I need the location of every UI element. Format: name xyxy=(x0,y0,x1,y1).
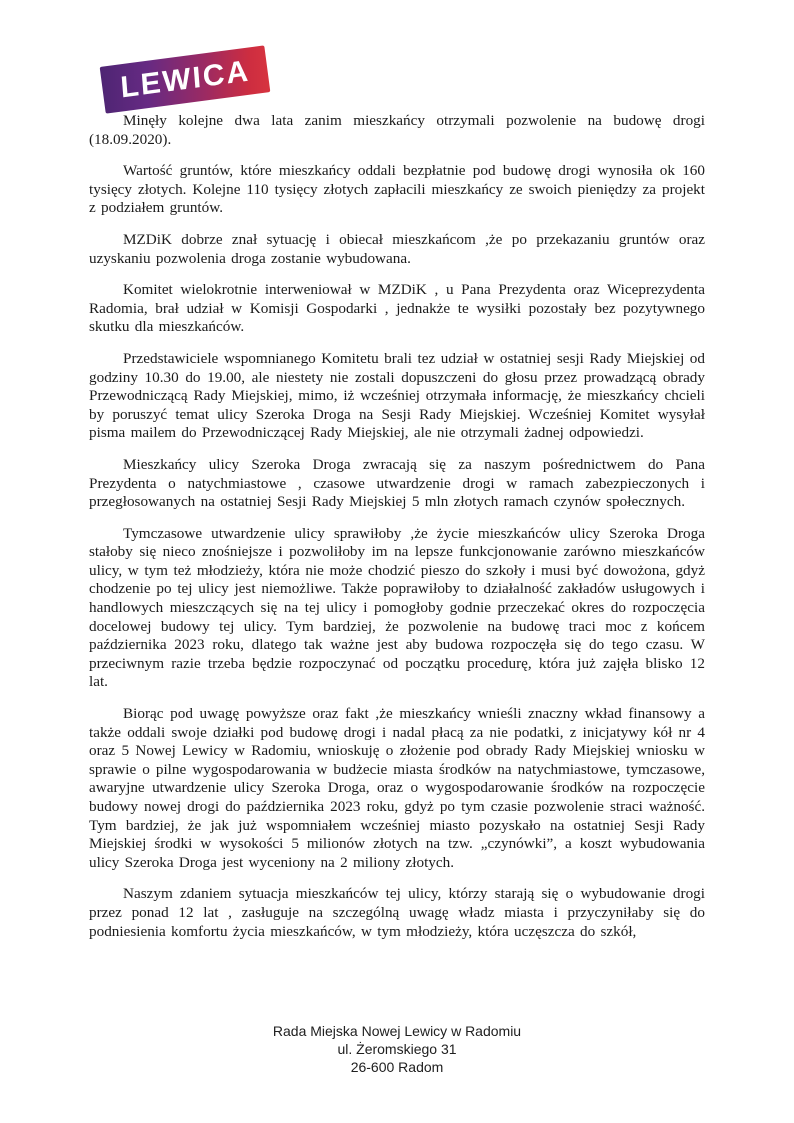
footer-address xyxy=(0,1022,794,1076)
body-paragraph: Naszym zdaniem sytuacja mieszkańców tej ulicy, którzy starają się o wybudowanie drogi przez ponad 12 lat , zasługuje na szczególną uwagę władz miasta i przyczyniłaby się do podniesienia komfortu życia mieszkańców, w tym młodzieży, która uczęszcza do szkół, xyxy=(89,885,705,940)
lewica-logo-text: LEWICA xyxy=(119,54,251,104)
body-paragraph: Biorąc pod uwagę powyższe oraz fakt ,że mieszkańcy wnieśli znaczny wkład finansowy a także oddali swoje działki pod budowę drogi i nadal płacą za nie podatki, z inicjatywy kół nr 4 oraz 5 Nowej Lewicy w Radomiu, wnioskuję o złożenie pod obrady Rady Miejskiej wniosku w sprawie o pilne wygospodarowania w budżecie miasta środków na natychmiastowe, tymczasowe, awaryjne utwardzenie ulicy Szeroka Droga, oraz o wygospodarowanie środków na rozpoczęcie budowy nowej drogi do października 2023 roku, gdyż po tym czasie pozwolenie straci ważność. Tym bardziej, że jak już wspomniałem wcześniej miasto pozyskało na ostatniej Sesji Rady Miejskiej środki w wysokości 5 milionów złotych na tzw. „czynówki”, a koszt wybudowania ulicy Szeroka Droga jest wyceniony na 2 miliony złotych. xyxy=(89,705,705,871)
footer-organization: Rada Miejska Nowej Lewicy w Radomiu xyxy=(272,1023,522,1039)
letter-body xyxy=(89,112,705,954)
body-paragraph: Minęły kolejne dwa lata zanim mieszkańcy otrzymali pozwolenie na budowę drogi (18.09.2020). xyxy=(89,112,705,148)
body-paragraph: Mieszkańcy ulicy Szeroka Droga zwracają się za naszym pośrednictwem do Pana Prezydenta o natychmiastowe , czasowe utwardzenie drogi w ramach zabezpieczonych i przegłosowanych na ostatniej Sesji Rady Miejskiej 5 mln złotych ramach czynów społecznych. xyxy=(89,455,705,511)
body-paragraph: Wartość gruntów, które mieszkańcy oddali bezpłatnie pod budowę drogi wynosiła ok 160 tysięcy złotych. Kolejne 110 tysięcy złotych zapłacili mieszkańcy ze swoich pieniędzy za projekt z podziałem gruntów. xyxy=(89,162,705,217)
lewica-logo xyxy=(100,45,271,113)
body-paragraph: Przedstawiciele wspomnianego Komitetu brali tez udział w ostatniej sesji Rady Miejskiej od godziny 10.30 do 19.00, ale niestety nie zostali dopuszczeni do głosu przez prowadzącą obrady Przewodniczącą Rady Miejskiej, mimo, iż wcześniej otrzymała informację, że mieszkańcy chcieli by poruszyć temat ulicy Szeroka Droga na Sesji Rady Miejskiej. Wcześniej Komitet wysyłał pisma mailem do Przewodniczącej Rady Miejskiej, ale nie otrzymali żadnej odpowiedzi. xyxy=(89,349,705,442)
footer-street: ul. Żeromskiego 31 xyxy=(337,1041,457,1057)
body-paragraph: Tymczasowe utwardzenie ulicy sprawiłoby ,że życie mieszkańców ulicy Szeroka Droga stałoby się nieco znośniejsze i pozwoliłoby im na lepsze funkcjonowanie zarówno mieszkańców ulicy, w tym też młodzieży, która nie może chodzić pieszo do szkoły i musi być dowożona, gdyż chodzenie po tej ulicy jest niemożliwe. Także poprawiłoby to działalność zakładów usługowych i handlowych mieszczących się na tej ulicy i pomogłoby godnie przeczekać okres do rozpoczęcia docelowej budowy tej ulicy. Tym bardziej, że pozwolenie na budowę traci moc z końcem października 2023 roku, dlatego tak ważne jest aby budowa rozpoczęła się do tego czasu. W przeciwnym razie trzeba będzie rozpoczynać od początku procedurę, która już zajęła blisko 12 lat. xyxy=(89,524,705,691)
body-paragraph: MZDiK dobrze znał sytuację i obiecał mieszkańcom ,że po przekazaniu gruntów oraz uzyskaniu pozwolenia droga zostanie wybudowana. xyxy=(89,230,705,267)
body-paragraph: Komitet wielokrotnie interweniował w MZDiK , u Pana Prezydenta oraz Wiceprezydenta Radomia, brał udział w Komisji Gospodarki , jednakże te wysiłki pozostały bez pozytywnego skutku dla mieszkańców. xyxy=(89,281,705,336)
footer-city: 26-600 Radom xyxy=(350,1059,444,1075)
